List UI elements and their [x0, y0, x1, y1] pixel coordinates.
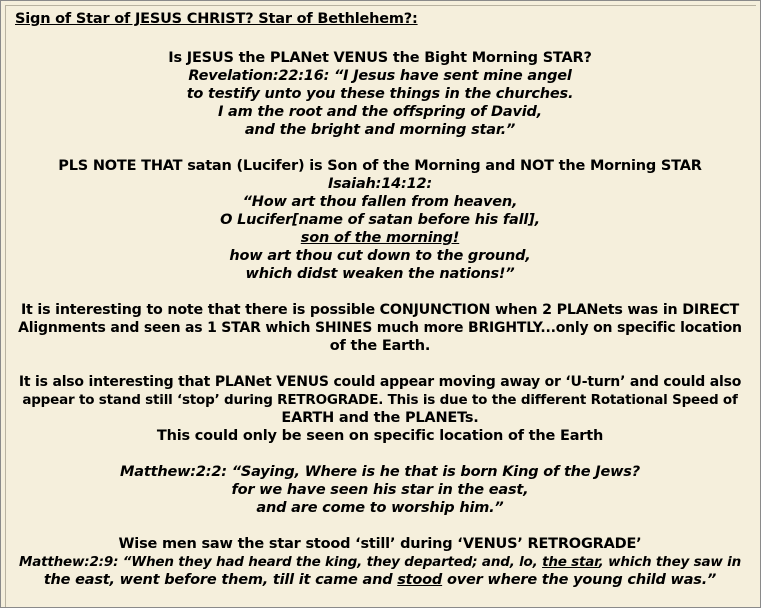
- spacer: [17, 139, 743, 157]
- matthew-2-9-text: the east, went before them, till it came and: [43, 572, 398, 588]
- spacer: [17, 445, 743, 463]
- spacer: [17, 283, 743, 301]
- matthew-2-2-line: for we have seen his star in the east,: [231, 482, 529, 498]
- isaiah-quote-line: which didst weaken the nations!”: [245, 266, 515, 282]
- spacer: [17, 517, 743, 535]
- isaiah-quote-line: [17, 229, 743, 247]
- matthew-2-9-line: [17, 571, 743, 589]
- venus-question: Is JESUS the PLANet VENUS the Bight Morning STAR?: [168, 50, 592, 66]
- retrograde-line: EARTH and the PLANETs.: [281, 410, 479, 426]
- retrograde-line: appear to stand still ‘stop’ during RETROGRADE. This is due to the different Rotational Speed of: [22, 392, 738, 408]
- conjunction-line: of the Earth.: [329, 338, 431, 354]
- revelation-quote-line: to testify unto you these things in the churches.: [186, 86, 574, 102]
- page-title: Sign of Star of JESUS CHRIST? Star of Bethlehem?:: [15, 11, 418, 27]
- document-body: [17, 49, 743, 589]
- isaiah-quote-line: O Lucifer[name of satan before his fall],: [220, 212, 540, 228]
- revelation-quote-line: and the bright and morning star.”: [244, 122, 516, 138]
- revelation-quote-line: Revelation:22:16: “I Jesus have sent mine angel: [188, 68, 572, 84]
- matthew-2-9-text: Matthew:2:9: “When they had heard the king, they departed; and, lo,: [19, 554, 543, 570]
- spacer: [17, 355, 743, 373]
- son-of-morning-underlined: son of the morning!: [300, 230, 460, 246]
- wise-men-heading: Wise men saw the star stood ‘still’ during ‘VENUS’ RETROGRADE’: [118, 536, 642, 552]
- the-star-underlined: the star: [542, 554, 599, 570]
- stood-underlined: stood: [397, 572, 443, 588]
- isaiah-reference: Isaiah:14:12:: [327, 176, 433, 192]
- isaiah-quote-line: how art thou cut down to the ground,: [229, 248, 531, 264]
- retrograde-line: This could only be seen on specific location of the Earth: [156, 428, 604, 444]
- retrograde-line: It is also interesting that PLANet VENUS could appear moving away or ‘U-turn’ and could also: [18, 374, 742, 390]
- conjunction-line: Alignments and seen as 1 STAR which SHINES much more BRIGHTLY...only on specific location: [18, 320, 742, 336]
- matthew-2-9-line: [17, 553, 743, 571]
- matthew-2-9-text: over where the young child was.”: [442, 572, 717, 588]
- lucifer-note: PLS NOTE THAT satan (Lucifer) is Son of the Morning and NOT the Morning STAR: [58, 158, 702, 174]
- matthew-2-9-text: , which they saw in: [598, 554, 741, 570]
- matthew-2-2-line: Matthew:2:2: “Saying, Where is he that is born King of the Jews?: [120, 464, 640, 480]
- matthew-2-2-line: and are come to worship him.”: [256, 500, 504, 516]
- isaiah-quote-line: “How art thou fallen from heaven,: [242, 194, 518, 210]
- revelation-quote-line: I am the root and the offspring of David,: [218, 104, 542, 120]
- conjunction-line: It is interesting to note that there is possible CONJUNCTION when 2 PLANets was in DIRECT: [20, 302, 740, 318]
